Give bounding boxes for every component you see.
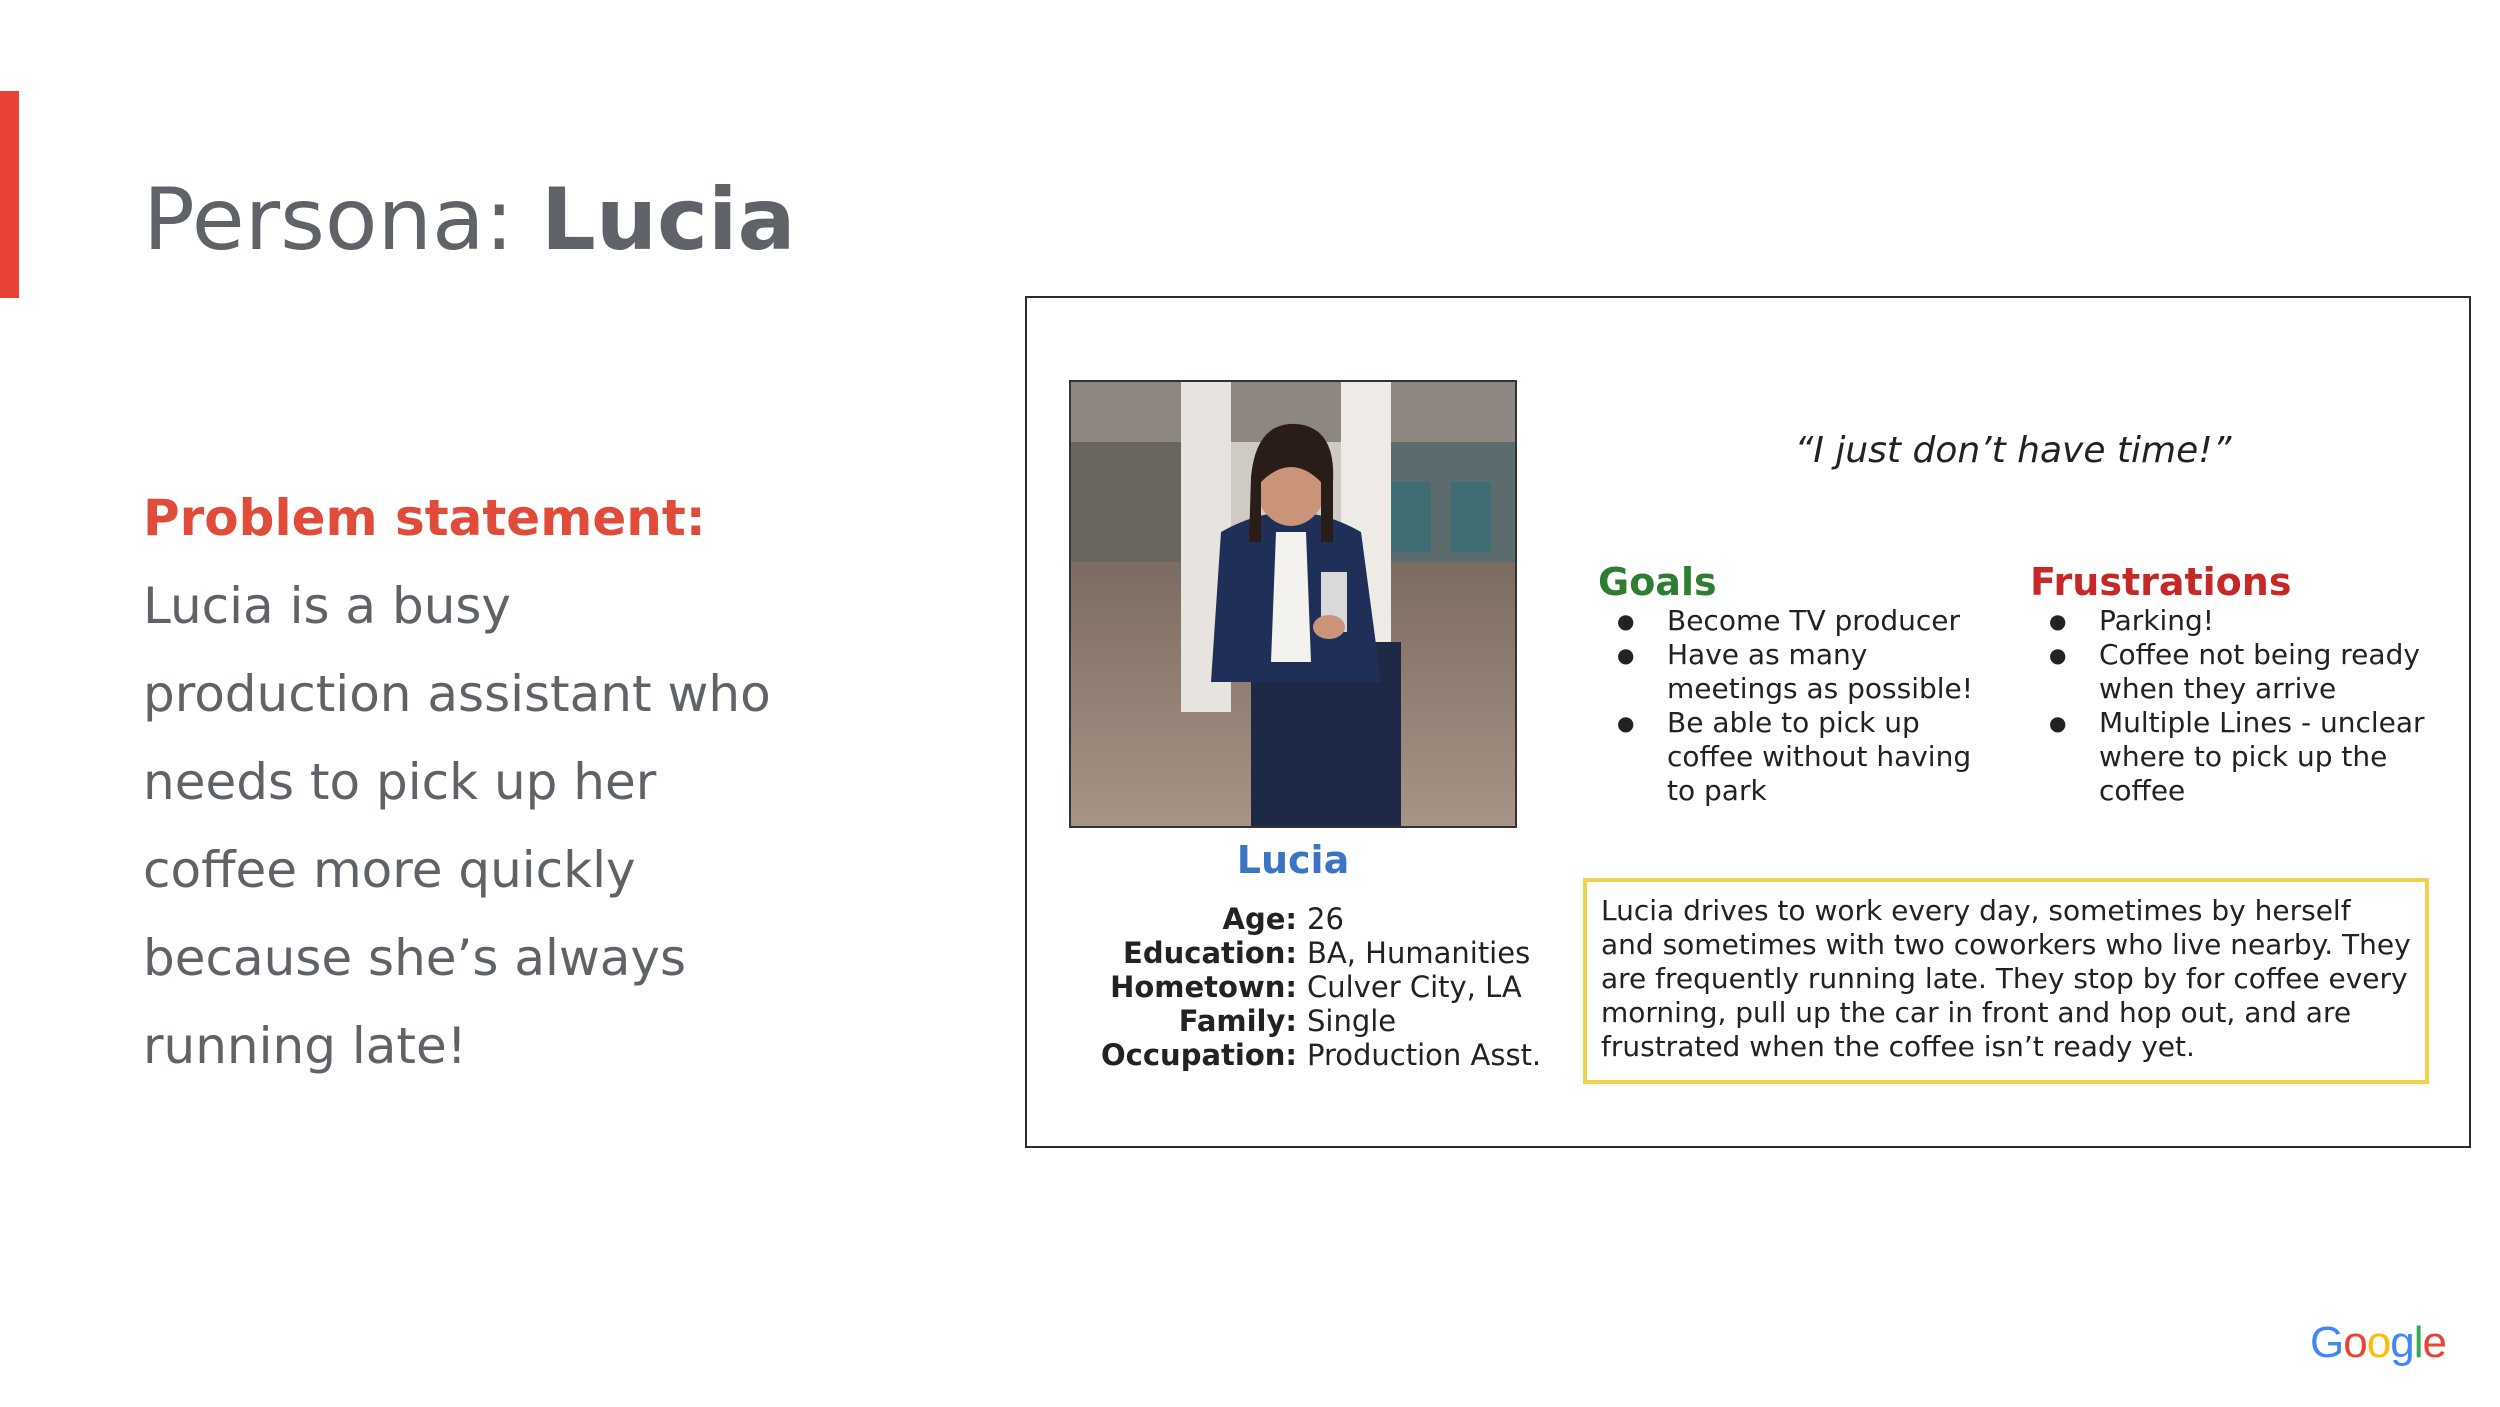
frustration-item: ● Multiple Lines - unclear where to pick up the coffee <box>2049 706 2439 808</box>
persona-card <box>1025 296 2471 1148</box>
fact-row <box>1057 970 1557 1004</box>
fact-label: Family: <box>1178 1004 1297 1038</box>
problem-line: coffee more quickly <box>143 841 636 899</box>
goals-list <box>1617 604 1997 808</box>
logo-letter: G <box>2310 1318 2344 1367</box>
fact-row <box>1057 1038 1557 1072</box>
problem-label: Problem statement: <box>143 489 706 547</box>
problem-line: needs to pick up her <box>143 753 657 811</box>
fact-value: Single <box>1307 1004 1397 1038</box>
logo-letter: l <box>2413 1318 2423 1367</box>
fact-value: BA, Humanities <box>1307 936 1531 970</box>
title-prefix: Persona: <box>143 170 542 270</box>
fact-label: Hometown: <box>1110 970 1297 1004</box>
fact-value: Production Asst. <box>1307 1038 1542 1072</box>
frustration-item: ● Coffee not being ready when they arrive <box>2049 638 2439 706</box>
fact-row <box>1057 936 1557 970</box>
fact-value: 26 <box>1307 902 1344 936</box>
accent-bar <box>0 91 19 298</box>
persona-photo <box>1069 380 1517 828</box>
problem-line: running late! <box>143 1017 467 1075</box>
frustrations-list <box>2049 604 2439 808</box>
persona-facts <box>1057 902 1557 1072</box>
slide-title <box>143 160 796 280</box>
goal-item: ● Become TV producer <box>1617 604 1997 638</box>
goal-item: ● Be able to pick up coffee without having to park <box>1617 706 1997 808</box>
goal-item: ● Have as many meetings as possible! <box>1617 638 1997 706</box>
persona-name: Lucia <box>1236 838 1350 882</box>
fact-value: Culver City, LA <box>1307 970 1522 1004</box>
logo-letter: o <box>2366 1318 2391 1367</box>
logo-letter: e <box>2422 1318 2446 1367</box>
scenario-box: Lucia drives to work every day, sometimes by herself and sometimes with two coworkers who live nearby. They are frequently running late. They stop by for coffee every morning, pull up the car in front and hop out, and are frustrated when the coffee isn’t ready yet. <box>1583 878 2429 1084</box>
goals-heading: Goals <box>1598 560 1717 604</box>
problem-statement <box>143 474 783 1090</box>
title-name: Lucia <box>541 170 796 270</box>
frustration-item: ● Parking! <box>2049 604 2439 638</box>
persona-quote: “I just don’t have time!” <box>1794 430 2232 471</box>
fact-row <box>1057 1004 1557 1038</box>
fact-row <box>1057 902 1557 936</box>
fact-label: Age: <box>1222 902 1297 936</box>
google-logo <box>2310 1318 2446 1368</box>
fact-label: Occupation: <box>1101 1038 1297 1072</box>
frustrations-heading: Frustrations <box>2030 560 2292 604</box>
fact-label: Education: <box>1123 936 1297 970</box>
problem-line: Lucia is a busy <box>143 577 512 635</box>
problem-line: production assistant who <box>143 665 771 723</box>
problem-line: because she’s always <box>143 929 687 987</box>
logo-letter: g <box>2390 1318 2414 1367</box>
logo-letter: o <box>2343 1318 2367 1367</box>
persona-photo-illustration <box>1071 382 1515 826</box>
